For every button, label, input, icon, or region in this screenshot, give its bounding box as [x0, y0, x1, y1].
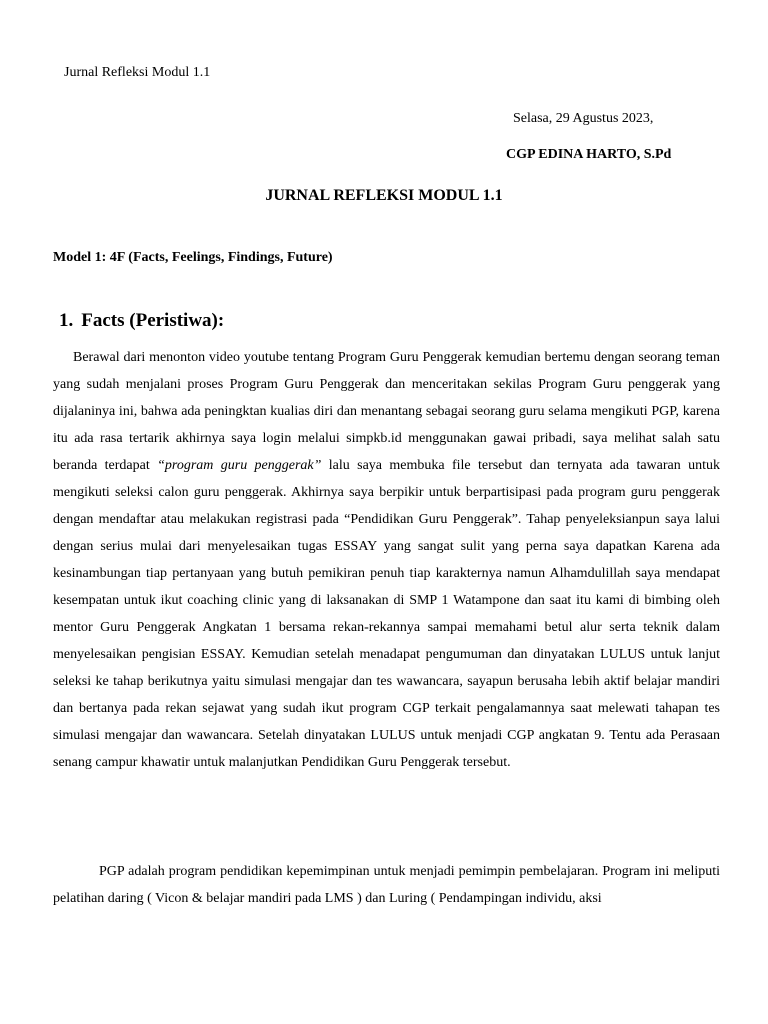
document-date: Selasa, 29 Agustus 2023, [513, 111, 654, 126]
section-heading-text: Facts (Peristiwa): [81, 310, 225, 331]
paragraph-facts [53, 344, 720, 776]
document-title: JURNAL REFLEKSI MODUL 1.1 [265, 187, 503, 204]
paragraph-pgp: PGP adalah program pendidikan kepemimpinan untuk menjadi pemimpin pembelajaran. Program ini meliputi pelatihan daring ( Vicon & belajar mandiri pada LMS ) dan Luring ( Pendampingan individu, aksi [53, 864, 720, 906]
paragraph-text-before: Berawal dari menonton video youtube tentang Program Guru Penggerak kemudian bertemu dengan seorang teman yang sudah menjalani proses Program Guru Penggerak dan menceritakan sekilas Program Guru penggerak yang dijalaninya ini, bahwa ada peningktan kualias diri dan menantang sebagai seorang guru selama mengikuti PGP, karena itu ada rasa tertarik akhirnya saya login melalui simpkb.id menggunakan gawai pribadi, saya melihat salah satu beranda terdapat [53, 350, 720, 473]
document-author: CGP EDINA HARTO, S.Pd [506, 147, 672, 162]
paragraph-text-after: lalu saya membuka file tersebut dan ternyata ada tawaran untuk mengikuti seleksi calon guru penggerak. Akhirnya saya berpikir untuk berpartisipasi pada program guru penggerak dengan mendaftar atau melakukan registrasi pada “Pendidikan Guru Penggerak”. Tahap penyeleksianpun saya lalui dengan serius mulai dari menyelesaikan tugas ESSAY yang sangat sulit yang perna saya dapatkan Karena ada kesinambungan tiap pertanyaan yang butuh pemikiran penuh tiap karakternya namun Alhamdulillah saya mendapat kesempatan untuk ikut coaching clinic yang di laksanakan di SMP 1 Watampone dan saat itu kami di bimbing oleh mentor Guru Penggerak Angkatan 1 bersama rekan-rekannya sampai memahami betul alur serta teknik dalam menyelesaikan pengisian ESSAY. Kemudian setelah menadapat pengumuman dan dinyatakan LULUS untuk lanjut seleksi ke tahap berikutnya yaitu simulasi mengajar dan tes wawancara, sayapun berusaha lebih aktif belajar mandiri dan bertanya pada rekan sejawat yang sudah ikut program CGP terkait pengalamannya saat melewati tahapan tes simulasi mengajar dan wawancara. Setelah dinyatakan LULUS untuk menjadi CGP angkatan 9. Tentu ada Perasaan senang campur khawatir untuk malanjutkan Pendidikan Guru Penggerak tersebut. [53, 458, 720, 770]
section-heading-facts [59, 309, 224, 333]
model-subtitle: Model 1: 4F (Facts, Feelings, Findings, Future) [53, 250, 333, 265]
section-number: 1. [59, 310, 74, 331]
document-header: Jurnal Refleksi Modul 1.1 [64, 65, 211, 80]
paragraph-italic-text: “program guru penggerak” [157, 458, 322, 473]
